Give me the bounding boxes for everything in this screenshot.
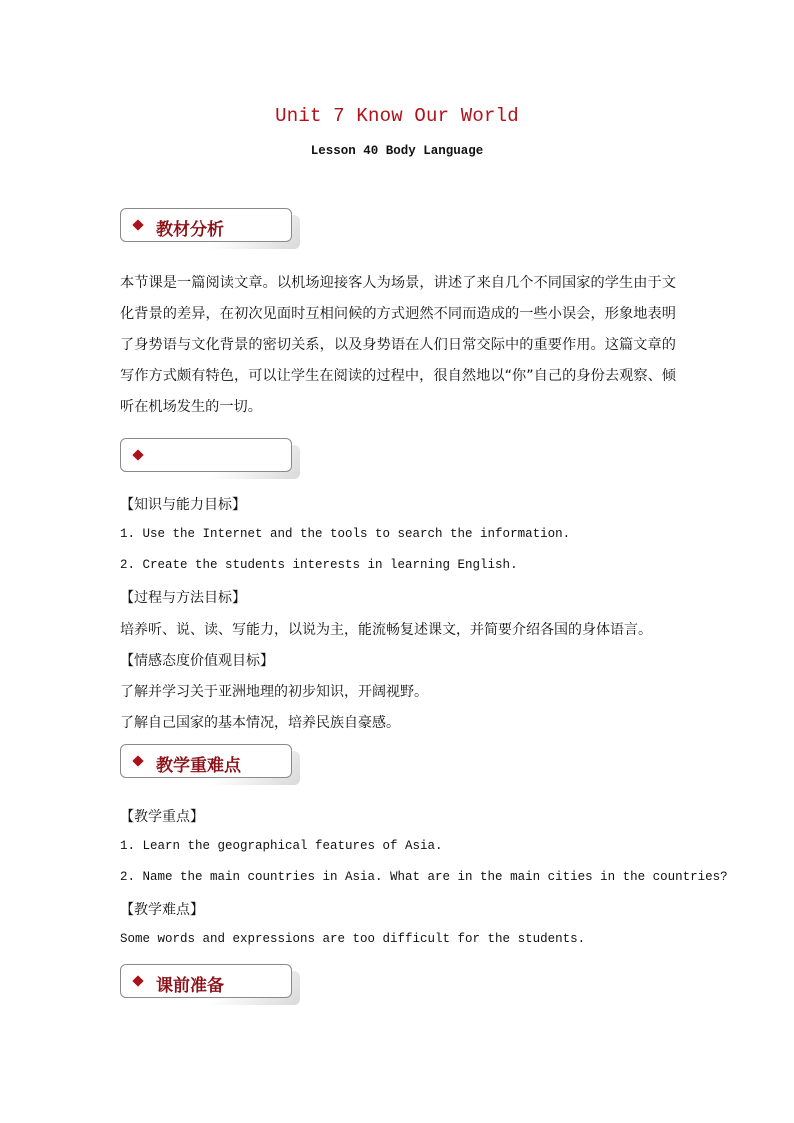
diamond-icon [132, 449, 143, 460]
section-heading-label: 教材分析 [156, 220, 224, 240]
section-heading-objectives [120, 438, 292, 472]
section-heading-label: 教学重难点 [156, 756, 241, 776]
emotion-objective-item: 了解自己国家的基本情况，培养民族自豪感。 [120, 715, 400, 731]
teaching-difficulty-heading: 【教学难点】 [120, 902, 204, 918]
analysis-paragraph: 本节课是一篇阅读文章。以机场迎接客人为场景，讲述了来自几个不同国家的学生由于文化背景的差异，在初次见面时互相问候的方式迥然不同而造成的一些小误会，形象地表明了身势语与文化背景的密切关系，以及身势语在人们日常交际中的重要作用。这篇文章的写作方式颇有特色，可以让学生在阅读的过程中，很自然地以“你”自己的身份去观察、倾听在机场发生的一切。 [120, 275, 676, 415]
section-heading-analysis [120, 208, 292, 242]
diamond-icon [132, 975, 143, 986]
knowledge-objective-item: 1. Use the Internet and the tools to search the information. [120, 527, 571, 541]
emotion-objective-heading: 【情感态度价值观目标】 [120, 653, 274, 669]
knowledge-objective-heading: 【知识与能力目标】 [120, 497, 246, 513]
diamond-icon [132, 219, 143, 230]
diamond-icon [132, 755, 143, 766]
document-title: Unit 7 Know Our World [275, 105, 519, 127]
emotion-objective-item: 了解并学习关于亚洲地理的初步知识，开阔视野。 [120, 684, 428, 700]
process-objective-heading: 【过程与方法目标】 [120, 590, 246, 606]
section-heading-key-points [120, 744, 292, 778]
lesson-subtitle: Lesson 40 Body Language [310, 144, 484, 158]
knowledge-objective-item: 2. Create the students interests in learning English. [120, 558, 518, 572]
teaching-focus-item: 1. Learn the geographical features of Asia. [120, 839, 443, 853]
section-heading-preparation [120, 964, 292, 998]
teaching-focus-heading: 【教学重点】 [120, 809, 204, 825]
process-objective-text: 培养听、说、读、写能力，以说为主，能流畅复述课文，并简要介绍各国的身体语言。 [120, 622, 652, 638]
teaching-focus-item: 2. Name the main countries in Asia. What are in the main cities in the countries? [120, 870, 728, 884]
teaching-difficulty-text: Some words and expressions are too difficult for the students. [120, 932, 586, 946]
section-heading-label: 课前准备 [156, 976, 224, 996]
